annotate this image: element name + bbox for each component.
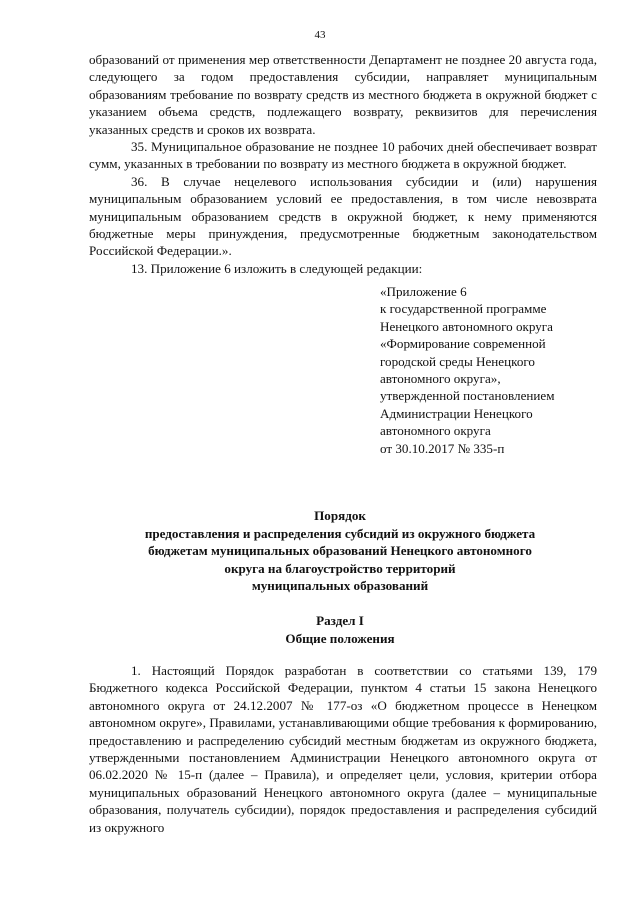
page-number: 43 — [314, 29, 326, 41]
section-title: Общие положения — [285, 631, 395, 646]
top-text-block — [89, 51, 597, 277]
document-subtitle: предоставления и распределения субсидий из окружного бюджета бюджетам муниципальных образований Ненецкого автономного округа на благоустройство территорий муниципальных образований — [144, 526, 536, 594]
document-title: Порядок — [314, 508, 366, 523]
paragraph-1: 1. Настоящий Порядок разработан в соответствии со статьями 139, 179 Бюджетного кодекса Российской Федерации, пунктом 4 статьи 15 закона Ненецкого автономного округа от 24.12.2007 № 177-оз «О бюджетном процессе в Ненецком автономном округе», Правилами, устанавливающими общие требования к формированию, предоставлению и распределению субсидий местным бюджетам из окружного бюджета, утвержденными постановлением Администрации Ненецкого автономного округа от 06.02.2020 № 15-п (далее – Правила), и определяет цели, условия, критерии отбора муниципальных образований Ненецкого автономного округа (далее – муниципальные образования, получатель субсидии), порядок предоставления и распределения субсидий из окружного — [89, 663, 597, 835]
paragraph-36: 36. В случае нецелевого использования субсидии и (или) нарушения муниципальным образованием условий ее предоставления, в том числе невозврата муниципальным образованием средств в окружной бюджет, к нему применяются бюджетные меры принуждения, предусмотренные бюджетным законодательством Российской Федерации.». — [89, 173, 597, 259]
section-number: Раздел I — [316, 613, 364, 628]
paragraph-13: 13. Приложение 6 изложить в следующей редакции: — [131, 260, 423, 276]
paragraph-continuation: образований от применения мер ответственности Департамент не позднее 20 августа года, следующего за годом предоставления субсидии, направляет муниципальным образованиям требование по возврату средств из местного бюджета в окружной бюджет с указанием объема средств, подлежащего возврату, реквизитов для перечисления указанных средств и сроков их возврата. — [89, 52, 597, 137]
appendix-reference: «Приложение 6 к государственной программе Ненецкого автономного округа «Формирование современной городской среды Ненецкого автономного округа», утвержденной постановлением Администрации Ненецкого автономного округа от 30.10.2017 № 335-п — [380, 284, 555, 456]
section-text — [89, 662, 597, 836]
paragraph-35: 35. Муниципальное образование не позднее 10 рабочих дней обеспечивает возврат сумм, указанных в требовании по возврату из местного бюджета в окружной бюджет. — [89, 139, 597, 172]
